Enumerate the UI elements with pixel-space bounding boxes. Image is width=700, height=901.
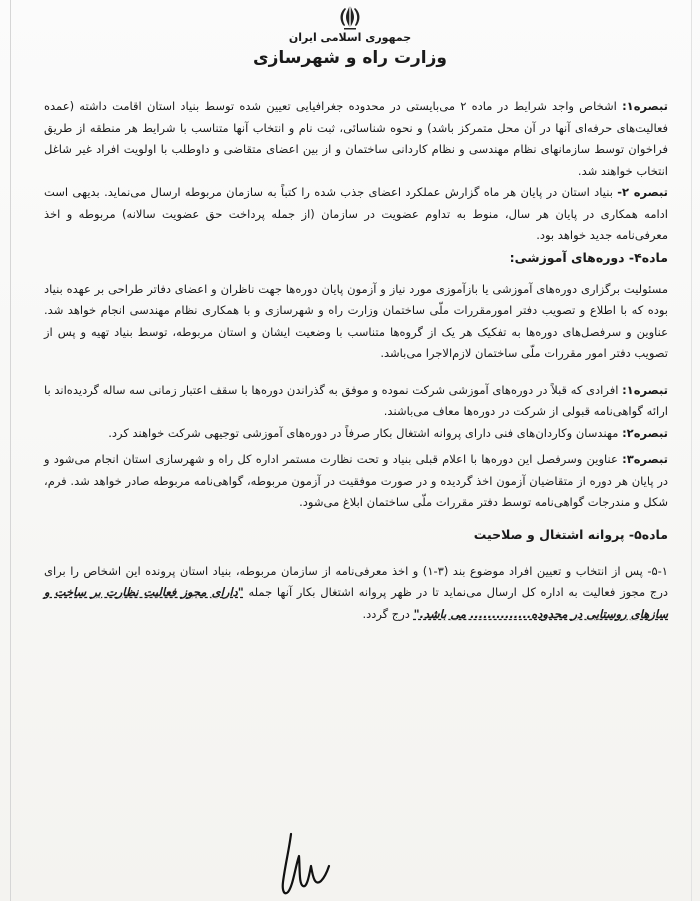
note-text: اشخاص واجد شرایط در ماده ۲ می‌بایستی در محدوده جغرافیایی تعیین شده توسط بنیاد استان اقامت داشته (عمده فعالیت‌های حرفه‌ای آنها در آن محل متمرکز باشد) و نحوه شناسائی، ثبت نام و انتخاب آنها متناسب با شرایط هر منطقه از طریق فراخوان توسط سازمانهای نظام مهندسی و نظام کاردانی ساختمان و از بین اعضای متقاضی و داوطلب با اولویت افراد غیر شاغل انتخاب خواهند شد. [44, 99, 668, 178]
note-text: افرادی که قبلاً در دوره‌های آموزشی شرکت نموده و موفق به گذراندن دوره‌ها با سقف اعتبار زمانی سه ساله گردیده‌اند با ارائه گواهی‌نامه قبولی از شرکت در دوره‌ها معاف می‌باشند. [44, 382, 668, 418]
scan-margin-line [691, 0, 692, 901]
paragraph [44, 182, 668, 247]
paragraph [44, 449, 668, 514]
note-text: مهندسان وکاردان‌های فنی دارای پروانه اشتغال بکار صرفاً در دوره‌های آموزشی توجیهی شرکت خواهند کرد. [108, 425, 619, 440]
clause-quote: "دارای مجوز فعالیت نظارت بر ساخت و سازهای روستایی در محدوده.............. می باشد." [44, 585, 668, 621]
scan-margin-line [10, 0, 11, 901]
signature-icon [275, 826, 335, 901]
note-text: عناوین وسرفصل این دوره‌ها با اعلام قبلی بنیاد و تحت نظارت مستمر اداره کل راه و شهرسازی استان انجام می‌شود و در پایان هر دوره از متقاضیان آزمون اخذ گردیده و در صورت موفقیت در آزمون مربوطه، گواهی‌نامه مربوطه صادر خواهد شد. فرم، شکل و مندرجات گواهی‌نامه توسط دفتر مقررات ملّی ساختمان ابلاغ می‌شود. [44, 452, 668, 509]
article-4-title: ماده۴- دوره‌های آموزشی: [509, 249, 668, 265]
clause-text: ۵-۱- پس از انتخاب و تعیین افراد موضوع بند (۳-۱) و اخذ معرفی‌نامه از سازمان مربوطه، بنیاد استان پرونده این اشخاص را برای درج مجوز فعالیت به اداره کل ارسال می‌نماید تا در ظهر پروانه اشتغال بکار آنها جمله [44, 563, 668, 599]
note-label: تبصره۱: [622, 382, 668, 397]
document-body [44, 96, 668, 625]
iran-emblem-icon [335, 4, 365, 30]
paragraph [44, 96, 668, 182]
clause-text: درج گردد. [362, 606, 410, 621]
paragraph [44, 561, 668, 626]
letterhead [0, 4, 700, 68]
ministry-name: وزارت راه و شهرسازی [252, 48, 447, 68]
republic-name: جمهوری اسلامی ایران [288, 31, 412, 44]
paragraph [44, 423, 668, 445]
paragraph [44, 380, 668, 423]
note-text: بنیاد استان در پایان هر ماه گزارش عملکرد اعضای جذب شده را کتباً به سازمان مربوطه ارسال می‌نماید. بدیهی است ادامه همکاری در پایان هر سال، منوط به تداوم عضویت در سازمان (از جمله پرداخت حق عضویت سالانه) مربوطه و اخذ معرفی‌نامه جدید خواهد بود. [44, 185, 668, 242]
note-label: تبصره۳: [622, 452, 669, 466]
note-label: تبصره۱: [622, 99, 668, 113]
note-label: تبصره ۲- [617, 185, 669, 199]
article-4-body: مسئولیت برگزاری دوره‌های آموزشی یا بازآموزی مورد نیاز و آزمون پایان دوره‌ها جهت ناظران و اعضای دفاتر طراحی بر عهده بنیاد بوده که با اطلاع و تصویب دفتر امورمقررات ملّی ساختمان وزارت راه و شهرسازی و با همکاری نظام مهندسی انجام خواهد شد. عناوین و سرفصل‌های دوره‌ها به تفکیک هر یک از گروه‌ها متناسب با وضعیت ایشان و استان مربوطه، توسط بنیاد تهیه و پس از تصویب دفتر امور مقررات ملّی ساختمان لازم‌الاجرا می‌باشد. [44, 281, 668, 360]
article-5-title: ماده۵- پروانه اشتغال و صلاحیت [473, 526, 668, 542]
note-label: تبصره۲: [622, 425, 668, 440]
